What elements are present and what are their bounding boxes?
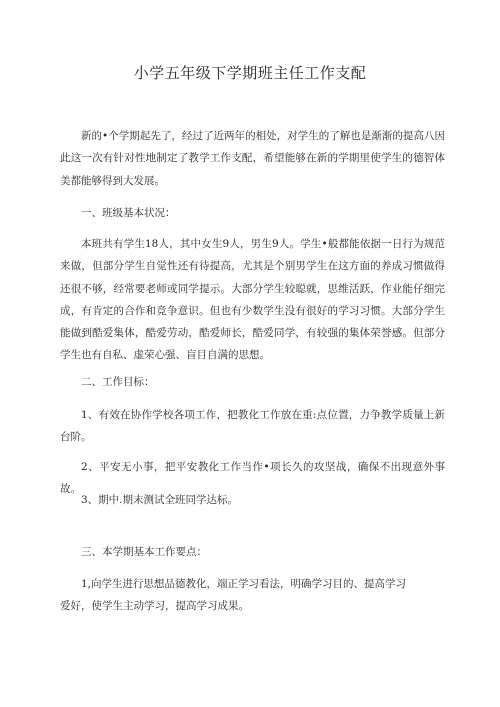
- class-status-paragraph: 本班共有学生18人，其中女生9人，男生9人。学生•般都能依据一日行为规范来做，但部分学生自觉性还有待提高，尤其是个别男学生在这方面的养成习惯做得还很不够，经常要老师或同学提示。大部分学生较聪就，思维活跃，作业能仔细完成，有肯定的合作和竞争意识。但也有少数学生没有很好的学习习惯。大部分学生能做到酷爱集体，酷爱劳动，酷爱师长，酷爱同学，有较强的集体荣誉感。但部分学生也有自私、虚荣心强、盲目自满的思想。: [60, 238, 445, 362]
- work-goal-item-3: 3、期中.期末测试全班同学达标。: [81, 494, 239, 506]
- intro-paragraph: 新的•个学期起先了，经过了近两年的相处，对学生的了解也是渐渐的提高八因此这一次有针对性地制定了教学工作支配，希望能够在新的学期里使学生的德智体美都能够得到大发展。: [60, 130, 445, 187]
- work-goal-item-1: 1、有效在协作学校各项工作，把教化工作放在重:点位置，力争教学质量上新台阶。: [60, 409, 445, 444]
- document-title: 小学五年级下学期班主任工作支配: [133, 64, 367, 82]
- work-point-item-1-line-1: 1,向学生进行思想品德教化，端正学习看法，明确学习目的、提高学习: [81, 578, 407, 590]
- section-heading-work-points: 三、本学期基本工作要点：: [81, 546, 207, 558]
- work-point-item-1-line-2: 爱好，使学生主动学习，提高学习成果。: [60, 600, 249, 612]
- section-heading-work-goals: 二、工作目标：: [81, 376, 155, 388]
- section-heading-class-status: 一、班级基本状况：: [81, 207, 176, 219]
- work-goal-item-2: 2、平安无小事，把平安教化工作当作•项长久的攻坚战，确保不出现意外事故。: [60, 461, 445, 496]
